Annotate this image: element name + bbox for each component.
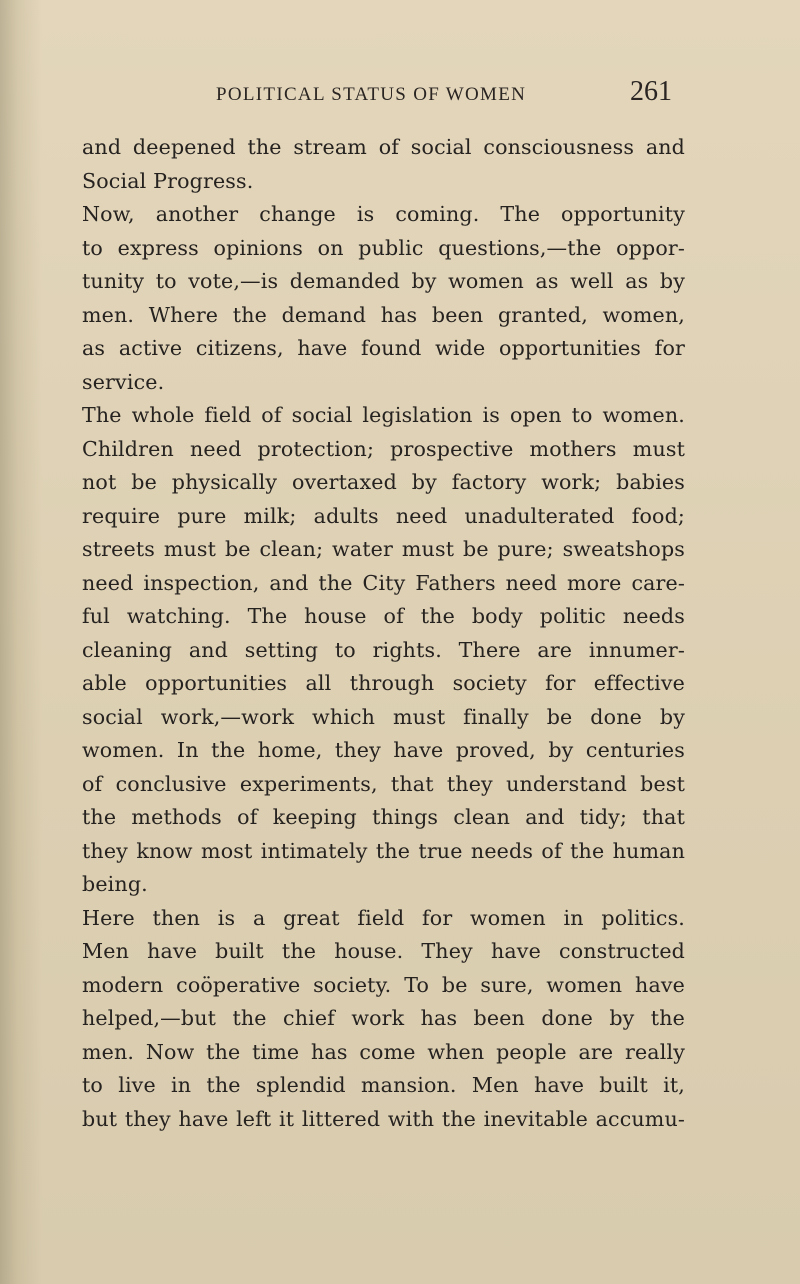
text-line: Social Progress.: [82, 168, 254, 193]
text-line: as active citizens, have found wide opportunities for: [82, 336, 685, 360]
text-line: The whole field of social legislation is open to women.: [82, 403, 685, 427]
text-line: require pure milk; adults need unadulterated food;: [82, 503, 685, 528]
page-number: 261: [630, 76, 672, 107]
text-line: being.: [82, 872, 148, 896]
text-line: to express opinions on public questions,—the oppor-: [82, 235, 685, 260]
text-line: not be physically overtaxed by factory work; babies: [82, 470, 685, 494]
text-line: and deepened the stream of social consciousness and: [82, 135, 685, 159]
running-head: POLITICAL STATUS OF WOMEN: [216, 84, 527, 105]
text-line: need inspection, and the City Fathers need more care-: [82, 570, 685, 595]
text-line: the methods of keeping things clean and tidy; that: [82, 805, 685, 829]
text-line: service.: [82, 369, 165, 394]
text-line: Here then is a great field for women in politics.: [82, 905, 685, 930]
text-line: helped,—but the chief work has been done by the: [82, 1006, 685, 1030]
text-line: tunity to vote,—is demanded by women as well as by: [82, 269, 685, 293]
page-header: [0, 74, 800, 108]
text-line: they know most intimately the true needs of the human: [82, 838, 685, 863]
text-line: modern coöperative society. To be sure, women have: [82, 972, 685, 997]
text-line: men. Now the time has come when people are really: [82, 1039, 685, 1064]
text-line: able opportunities all through society for effective: [82, 671, 685, 695]
text-line: women. In the home, they have proved, by centuries: [82, 738, 685, 762]
text-line: men. Where the demand has been granted, women,: [82, 302, 685, 327]
text-line: cleaning and setting to rights. There are innumer-: [82, 637, 685, 662]
text-line: streets must be clean; water must be pure; sweatshops: [82, 537, 685, 561]
text-line: of conclusive experiments, that they understand best: [82, 771, 685, 796]
text-line: Children need protection; prospective mothers must: [82, 436, 685, 461]
text-line: to live in the splendid mansion. Men have built it,: [82, 1073, 685, 1097]
text-line: social work,—work which must finally be done by: [82, 704, 685, 729]
text-line: but they have left it littered with the inevitable accumu-: [82, 1106, 685, 1131]
text-line: Men have built the house. They have constructed: [82, 939, 685, 963]
text-line: ful watching. The house of the body politic needs: [82, 604, 685, 628]
text-line: Now, another change is coming. The opportunity: [82, 202, 685, 226]
body-text: [82, 131, 685, 1136]
